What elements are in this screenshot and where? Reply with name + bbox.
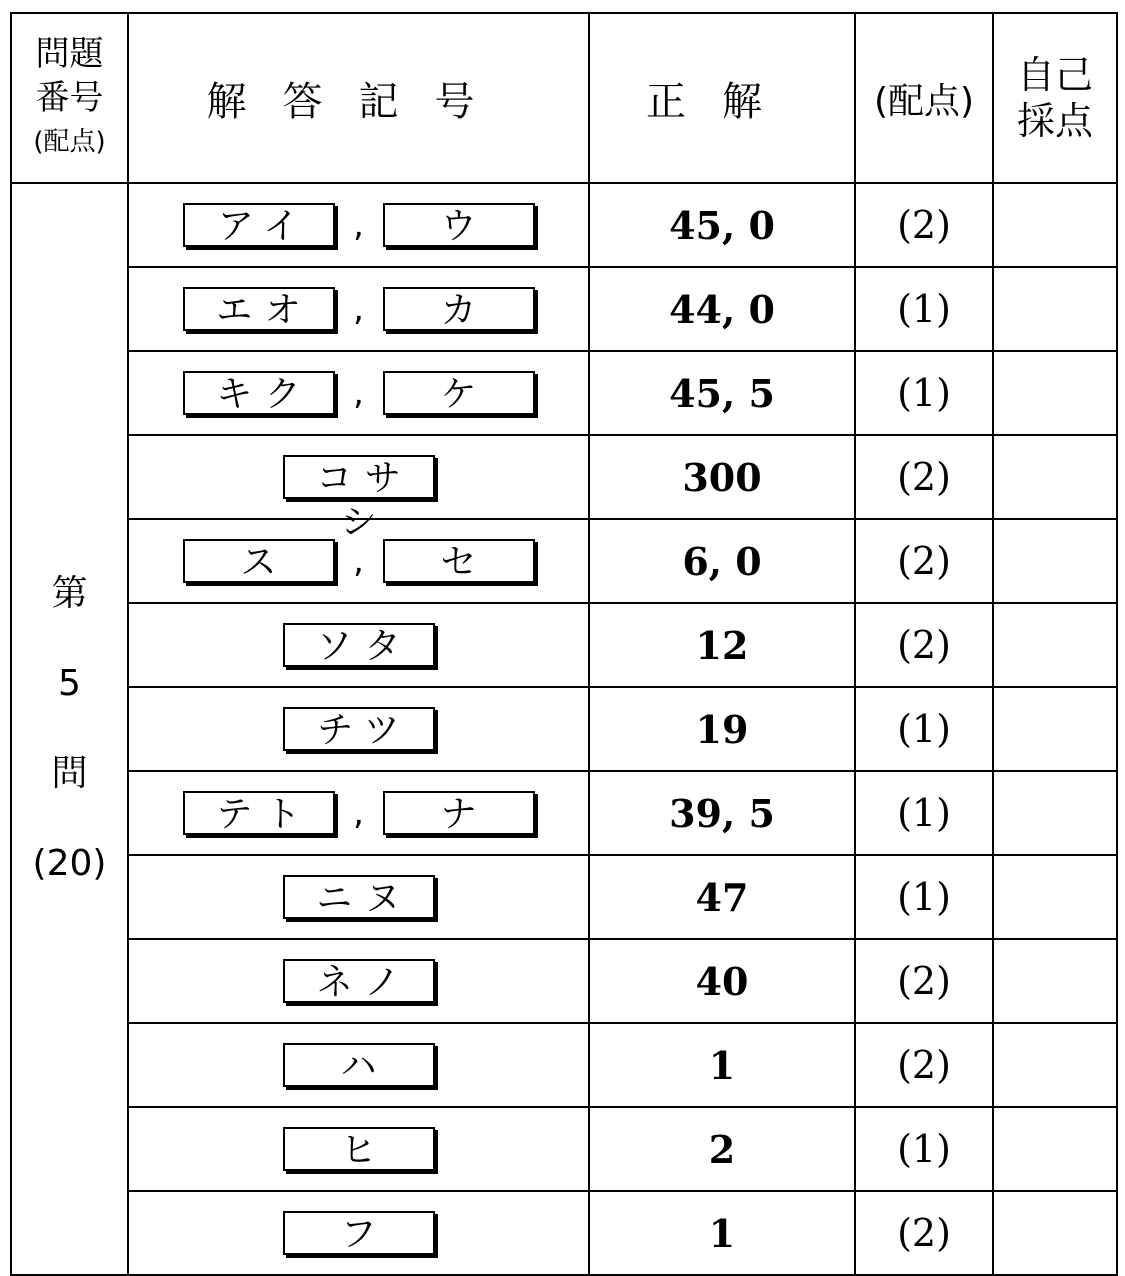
self-score-line2: 採点	[1016, 99, 1093, 143]
answer-symbol-cell	[128, 183, 589, 267]
self-score-cell[interactable]	[993, 1023, 1117, 1107]
separator-comma: ,	[353, 289, 364, 329]
correct-answer-cell: 40	[589, 939, 855, 1023]
answer-symbol-group	[129, 1211, 588, 1255]
separator-comma: ,	[353, 373, 364, 413]
answer-symbol-group	[129, 875, 588, 919]
self-score-cell[interactable]	[993, 519, 1117, 603]
answer-symbol-group	[129, 287, 588, 331]
answer-symbol-cell	[128, 1023, 589, 1107]
answer-symbol-group	[129, 455, 588, 543]
question-label-line1: 問題	[35, 34, 104, 74]
answer-box: エオ	[183, 287, 335, 331]
self-score-line1: 自己	[1016, 53, 1093, 97]
answer-symbol-cell	[128, 1107, 589, 1191]
question-number-cell	[11, 183, 128, 1275]
self-score-cell[interactable]	[993, 687, 1117, 771]
table-row	[11, 267, 1117, 351]
question-line4: (20)	[32, 843, 107, 884]
self-score-cell[interactable]	[993, 351, 1117, 435]
answer-symbol-cell	[128, 267, 589, 351]
correct-answer-cell: 6, 0	[589, 519, 855, 603]
points-cell: (1)	[855, 771, 993, 855]
separator-comma: ,	[353, 205, 364, 245]
table-row	[11, 1191, 1117, 1275]
answer-box: ヒ	[283, 1127, 435, 1171]
correct-answer-cell: 44, 0	[589, 267, 855, 351]
answer-symbol-group	[129, 1127, 588, 1171]
answer-symbol-cell	[128, 855, 589, 939]
self-score-cell[interactable]	[993, 771, 1117, 855]
correct-answer-cell: 300	[589, 435, 855, 519]
answer-rows	[11, 183, 1117, 1275]
points-cell: (1)	[855, 855, 993, 939]
answer-box: コサシ	[283, 455, 435, 499]
table-row	[11, 183, 1117, 267]
answer-box: ス	[183, 539, 335, 583]
question-line3: 問	[51, 753, 88, 794]
points-cell: (2)	[855, 1191, 993, 1275]
answer-box: キク	[183, 371, 335, 415]
points-cell: (1)	[855, 267, 993, 351]
points-cell: (2)	[855, 1023, 993, 1107]
answer-box: ネノ	[283, 959, 435, 1003]
answer-symbol-group	[129, 203, 588, 247]
table-row	[11, 687, 1117, 771]
answer-box: チツ	[283, 707, 435, 751]
answer-symbol-group	[129, 1043, 588, 1087]
correct-answer-cell: 12	[589, 603, 855, 687]
correct-answer-cell: 2	[589, 1107, 855, 1191]
question-line1: 第	[51, 573, 88, 614]
answer-symbol-cell	[128, 687, 589, 771]
correct-answer-cell: 1	[589, 1023, 855, 1107]
header-row	[11, 13, 1117, 183]
answer-box: ハ	[283, 1043, 435, 1087]
answer-symbol-group	[129, 371, 588, 415]
answer-symbol-group	[129, 791, 588, 835]
points-cell: (2)	[855, 603, 993, 687]
answer-box: アイ	[183, 203, 335, 247]
self-score-cell[interactable]	[993, 939, 1117, 1023]
points-cell: (2)	[855, 519, 993, 603]
answer-box: テト	[183, 791, 335, 835]
correct-answer-cell: 45, 5	[589, 351, 855, 435]
table-row	[11, 855, 1117, 939]
self-score-cell[interactable]	[993, 183, 1117, 267]
points-header: (配点)	[855, 13, 993, 183]
separator-comma: ,	[353, 541, 364, 581]
self-score-cell[interactable]	[993, 1107, 1117, 1191]
answer-symbol-group	[129, 623, 588, 667]
answer-box: セ	[383, 539, 535, 583]
table-row	[11, 519, 1117, 603]
self-score-cell[interactable]	[993, 435, 1117, 519]
answer-box: ケ	[383, 371, 535, 415]
question-label-line3: (配点)	[33, 127, 106, 157]
correct-answer-cell: 47	[589, 855, 855, 939]
answer-box: ニヌ	[283, 875, 435, 919]
table-row	[11, 771, 1117, 855]
answer-symbol-cell	[128, 1191, 589, 1275]
answer-symbol-cell	[128, 351, 589, 435]
answer-key-table	[10, 12, 1118, 1276]
answer-box: フ	[283, 1211, 435, 1255]
answer-symbol-group	[129, 707, 588, 751]
answer-symbol-cell	[128, 939, 589, 1023]
answer-box: ウ	[383, 203, 535, 247]
answer-symbol-cell	[128, 435, 589, 543]
table-row	[11, 603, 1117, 687]
answer-symbol-group	[129, 539, 588, 583]
table-row	[11, 1023, 1117, 1107]
question-number-header	[11, 13, 128, 183]
self-score-header	[993, 13, 1117, 183]
table-row	[11, 939, 1117, 1023]
points-cell: (2)	[855, 183, 993, 267]
points-cell: (1)	[855, 687, 993, 771]
table-row	[11, 1107, 1117, 1191]
correct-answer-cell: 19	[589, 687, 855, 771]
answer-symbol-cell	[128, 603, 589, 687]
question-line2: 5	[58, 663, 81, 704]
answer-box: ナ	[383, 791, 535, 835]
answer-symbol-cell	[128, 771, 589, 855]
correct-answer-cell: 39, 5	[589, 771, 855, 855]
points-cell: (1)	[855, 351, 993, 435]
table-row	[11, 351, 1117, 435]
answer-symbol-group	[129, 959, 588, 1003]
question-label-line2: 番号	[35, 78, 104, 118]
answer-box: ソタ	[283, 623, 435, 667]
correct-answer-cell: 1	[589, 1191, 855, 1275]
points-cell: (2)	[855, 939, 993, 1023]
answer-box: カ	[383, 287, 535, 331]
points-cell: (2)	[855, 435, 993, 519]
separator-comma: ,	[353, 793, 364, 833]
correct-answer-header: 正解	[589, 13, 855, 183]
correct-answer-cell: 45, 0	[589, 183, 855, 267]
self-score-cell[interactable]	[993, 855, 1117, 939]
points-cell: (1)	[855, 1107, 993, 1191]
table-row	[11, 435, 1117, 519]
self-score-cell[interactable]	[993, 267, 1117, 351]
answer-symbol-header: 解答記号	[128, 13, 589, 183]
self-score-cell[interactable]	[993, 603, 1117, 687]
self-score-cell[interactable]	[993, 1191, 1117, 1275]
